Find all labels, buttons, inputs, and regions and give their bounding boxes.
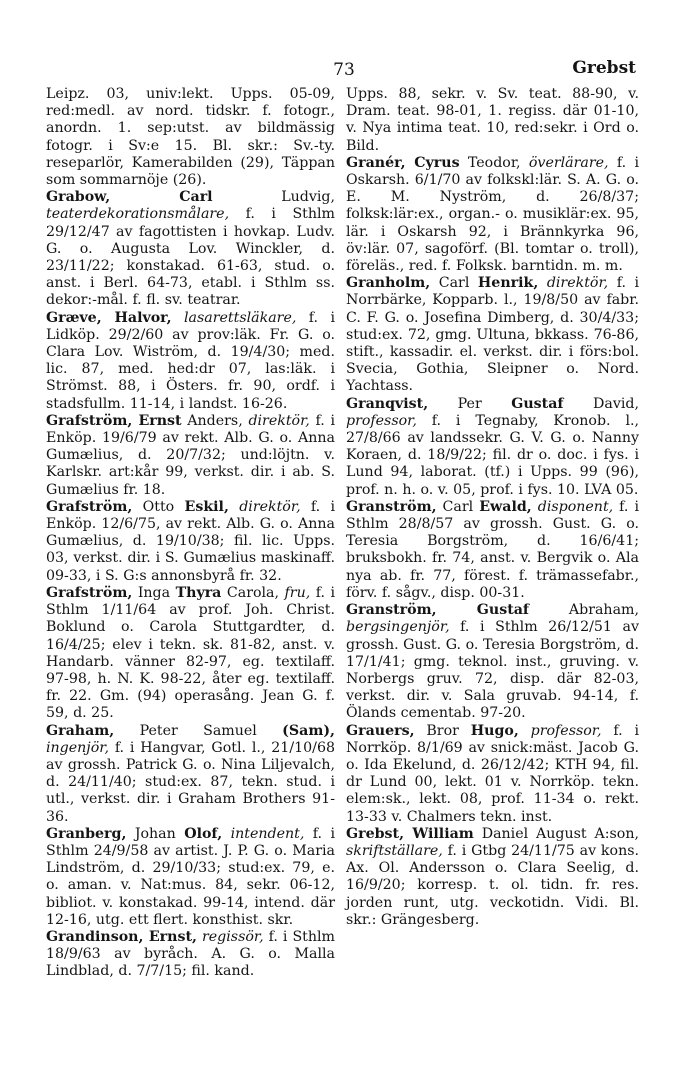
entry-text <box>519 723 531 739</box>
entry-name: Ewald, <box>479 498 532 515</box>
entry-name: Thyra <box>175 584 222 601</box>
entry-title: ingenjör, <box>46 739 109 756</box>
entry-title: överlärare, <box>528 154 609 171</box>
entry-name: Grandinson, Ernst, <box>46 928 197 945</box>
entry-name: Grafström, <box>46 498 133 515</box>
biography-entry <box>346 396 639 499</box>
biography-entry <box>346 826 639 929</box>
entry-name: Græve, Halvor, <box>46 309 172 326</box>
entry-title: direktör, <box>239 498 301 515</box>
entry-text: f. i Norrbärke, Kopparb. l., 19/8/50 av fabr. C. F. G. o. Josefina Dimberg, d. 30/4/33; stud:ex. 72, gmg. Ultuna, bkkass. 76-86, stift., kassadir. el. verkst. dir. i förs:bol. Svecia, Gothia, Sleipner o. Nord. Yachtass. <box>346 275 640 395</box>
right-column <box>346 86 639 929</box>
entry-name: Grafström, Ernst <box>46 412 182 429</box>
entry-title: bergsingenjör, <box>346 619 450 636</box>
entry-title: fru, <box>284 584 311 601</box>
entry-title: skriftställare, <box>346 842 443 859</box>
entry-name: Eskil, <box>184 498 229 515</box>
biography-entry <box>46 499 335 585</box>
entry-text: Peter Samuel <box>114 722 283 739</box>
entry-text: Johan <box>126 825 185 842</box>
entry-text: f. i Sthlm 26/12/51 av grossh. Gust. G. o. Teresia Borgström, d. 17/1/41; gmg. teknol. inst., gruving. v. Norbergs gruv. 72, disp. där 82-03, verkst. dir. v. Sala gruvab. 94-14, f. Ölands cementab. 97-20. <box>346 619 639 722</box>
biography-entry <box>46 413 335 499</box>
entry-title: disponent, <box>537 498 614 515</box>
entry-name: (Sam), <box>282 722 335 739</box>
entry-name: Granqvist, <box>346 395 429 412</box>
entry-text <box>222 826 230 842</box>
entry-text: f. i Sthlm 18/9/63 av byråch. A. G. o. Malla Lindblad, d. 7/7/15; fil. kand. <box>46 928 336 980</box>
biography-entry <box>46 723 335 826</box>
entry-text: f. i Sthlm 29/12/47 av fagottisten i hovkap. Ludv. G. o. Augusta Lov. Winckler, d. 23/11/22; konstakad. 61-63, stud. o. anst. i Berl. 64-73, etabl. i Sthlm ss. dekor:-mål. f. fl. sv. teatrar. <box>46 206 335 309</box>
page-number: 73 <box>333 60 355 80</box>
entry-text: Ludvig, <box>212 189 335 206</box>
entry-text: f. i Enköp. 12/6/75, av rekt. Alb. G. o. Anna Gumælius, d. 19/10/38; fil. lic. Upps. 03, verkst. dir. i S. Gumælius maskinaff. 09-33, i S. G:s annonsbyrå fr. 32. <box>46 498 335 584</box>
entry-text: f. i Enköp. 19/6/79 av rekt. Alb. G. o. Anna Gumælius, d. 20/7/32; und:löjtn. v. Karlskr. art:kår 99, verkst. dir. i ab. S. Gumælius fr. 18. <box>46 412 335 498</box>
entry-name: Henrik, <box>477 275 539 292</box>
entry-text: David, <box>563 395 639 412</box>
biography-entry <box>346 86 639 155</box>
entry-text: Upps. 88, sekr. v. Sv. teat. 88-90, v. Dram. teat. 98-01, 1. regiss. där 01-10, v. Nya intima teat. 10, red:sekr. i Ord o. Bild. <box>346 86 639 154</box>
entry-name: Graham, <box>46 722 115 739</box>
entry-name: Granér, Cyrus <box>346 154 460 171</box>
entry-name: Olof, <box>184 825 223 842</box>
entry-title: professor, <box>346 412 417 429</box>
entry-name: Grebst, William <box>346 825 474 842</box>
biography-entry <box>46 585 335 723</box>
entry-text: Inga <box>132 584 176 601</box>
biography-entry <box>346 155 639 275</box>
entry-text: Teodor, <box>459 154 529 171</box>
entry-title: lasarettsläkare, <box>184 309 297 326</box>
entry-title: teaterdekorationsmålare, <box>46 206 230 223</box>
entry-text: f. i Sthlm 28/8/57 av grossh. Gust. G. o. Teresia Borgström, d. 16/6/41; bruksbokh. fr. 74, anst. v. Bergvik o. Ala nya ab. fr. 77, förest. f. trämassefabr., förv. f. sågv., disp. 00-31. <box>346 498 640 601</box>
entry-name: Granström, <box>346 498 437 515</box>
entry-name: Gustaf <box>511 395 564 412</box>
entry-text: f. i Gtbg 24/11/75 av kons. Ax. Ol. Andersson o. Clara Seelig, d. 16/9/20; korresp. t. ol. tidn. fr. res. jorden runt, utg. veckotidn. Vidi. Bl. skr.: Grängesberg. <box>346 842 639 928</box>
biography-entry <box>46 310 335 413</box>
entry-name: Granberg, <box>46 825 127 842</box>
entry-title: direktör, <box>248 412 310 429</box>
biography-entry <box>46 189 335 309</box>
entry-text: f. i Sthlm 1/11/64 av prof. Joh. Christ. Boklund o. Carola Stuttgardter, d. 16/4/25; elev i tekn. sk. 81-82, anst. v. Handarb. vänner 82-97, eg. textilaff. 97-98, h. N. K. 98-22, åter eg. textilaff. fr. 22. Gm. (94) operasång. Jean G. f. 59, d. 25. <box>46 584 335 722</box>
left-column <box>46 86 335 981</box>
entry-name: Granholm, <box>346 275 431 292</box>
entry-title: intendent, <box>230 825 305 842</box>
biography-entry <box>46 929 335 981</box>
entry-name: Granström, Gustaf <box>346 602 530 619</box>
entry-text <box>229 499 239 515</box>
biography-entry <box>346 275 639 395</box>
entry-text: Carl <box>430 275 478 292</box>
entry-text <box>172 310 184 326</box>
entry-text: Otto <box>132 498 185 515</box>
entry-text: Carola, <box>221 584 285 601</box>
entry-text: f. i Norrköp. 8/1/69 av snick:mäst. Jacob G. o. Ida Ekelund, d. 26/12/42; KTH 94, fil. dr Lund 00, lekt. 01 v. Norrköp. tekn. elem:sk., lekt. 08, prof. 11-34 o. rekt. 13-33 v. Chalmers tekn. inst. <box>346 722 639 825</box>
entry-text: Anders, <box>181 412 249 429</box>
entry-text: Daniel August A:son, <box>473 825 639 842</box>
entry-name: Grauers, <box>346 722 415 739</box>
entry-text: f. i Tegnaby, Kronob. l., 27/8/66 av landssekr. G. V. G. o. Nanny Koraen, d. 18/9/22; fil. dr o. doc. i fys. i Lund 94, laborat. (tf.) i Upps. 99 (96), prof. n. h. o. v. 05, prof. i fys. 10. LVA 05. <box>346 412 639 498</box>
entry-name: Hugo, <box>470 722 519 739</box>
biography-entry <box>346 723 639 826</box>
running-head: Grebst <box>572 58 636 78</box>
entry-text: Bror <box>414 722 471 739</box>
entry-text: Per <box>428 395 512 412</box>
entry-text: f. i Hangvar, Gotl. l., 21/10/68 av grossh. Patrick G. o. Nina Liljevalch, d. 24/11/40; stud:ex. 87, tekn. stud. i utl., verkst. dir. i Graham Brothers 91-36. <box>46 739 335 825</box>
entry-title: regissör, <box>201 928 264 945</box>
biography-entry <box>46 826 335 929</box>
entry-text: f. i Lidköp. 29/2/60 av prov:läk. Fr. G. o. Clara Lov. Wiström, d. 19/4/30; med. lic. 87, med. hed:dr 07, las:läk. i Strömst. 88, i Östers. fr. 90, ordf. i stadsfullm. 11-14, i landst. 16-26. <box>46 309 336 412</box>
biography-entry <box>346 602 639 722</box>
entry-name: Grafström, <box>46 584 133 601</box>
entry-text: f. i Sthlm 24/9/58 av artist. J. P. G. o. Maria Lindström, d. 29/10/33; stud:ex. 79, e. o. aman. v. Nat:mus. 84, sekr. 06-12, bibliot. v. konstakad. 99-14, intend. där 12-16, utg. ett flert. konsthist. skr. <box>46 825 336 928</box>
entry-text: f. i Oskarsh. 6/1/70 av folkskl:lär. S. A. G. o. E. M. Nyström, d. 26/8/37; folksk:lär:ex., organ.- o. musiklär:ex. 95, lär. i Oskarsh 92, i Brännkyrka 96, öv:lär. 07, sagoförf. (Bl. tomtar o. troll), föreläs., red. f. Folksk. barntidn. m. m. <box>346 154 639 275</box>
entry-title: professor, <box>530 722 602 739</box>
entry-text <box>538 275 547 291</box>
entry-name: Grabow, Carl <box>46 189 213 206</box>
entry-title: direktör, <box>546 275 609 292</box>
entry-text: Carl <box>436 498 480 515</box>
entry-text: Abraham, <box>529 602 639 619</box>
entry-text: Leipz. 03, univ:lekt. Upps. 05-09, red:medl. av nord. tidskr. f. fotogr., anordn. 1. sep:utst. av bildmässig fotogr. i Sv:e 15. Bl. skr.: Sv.-ty. reseparlör, Kamerabilden (29), Täppan som sommarnöje (26). <box>46 86 335 189</box>
biography-entry <box>46 86 335 189</box>
biography-entry <box>346 499 639 602</box>
